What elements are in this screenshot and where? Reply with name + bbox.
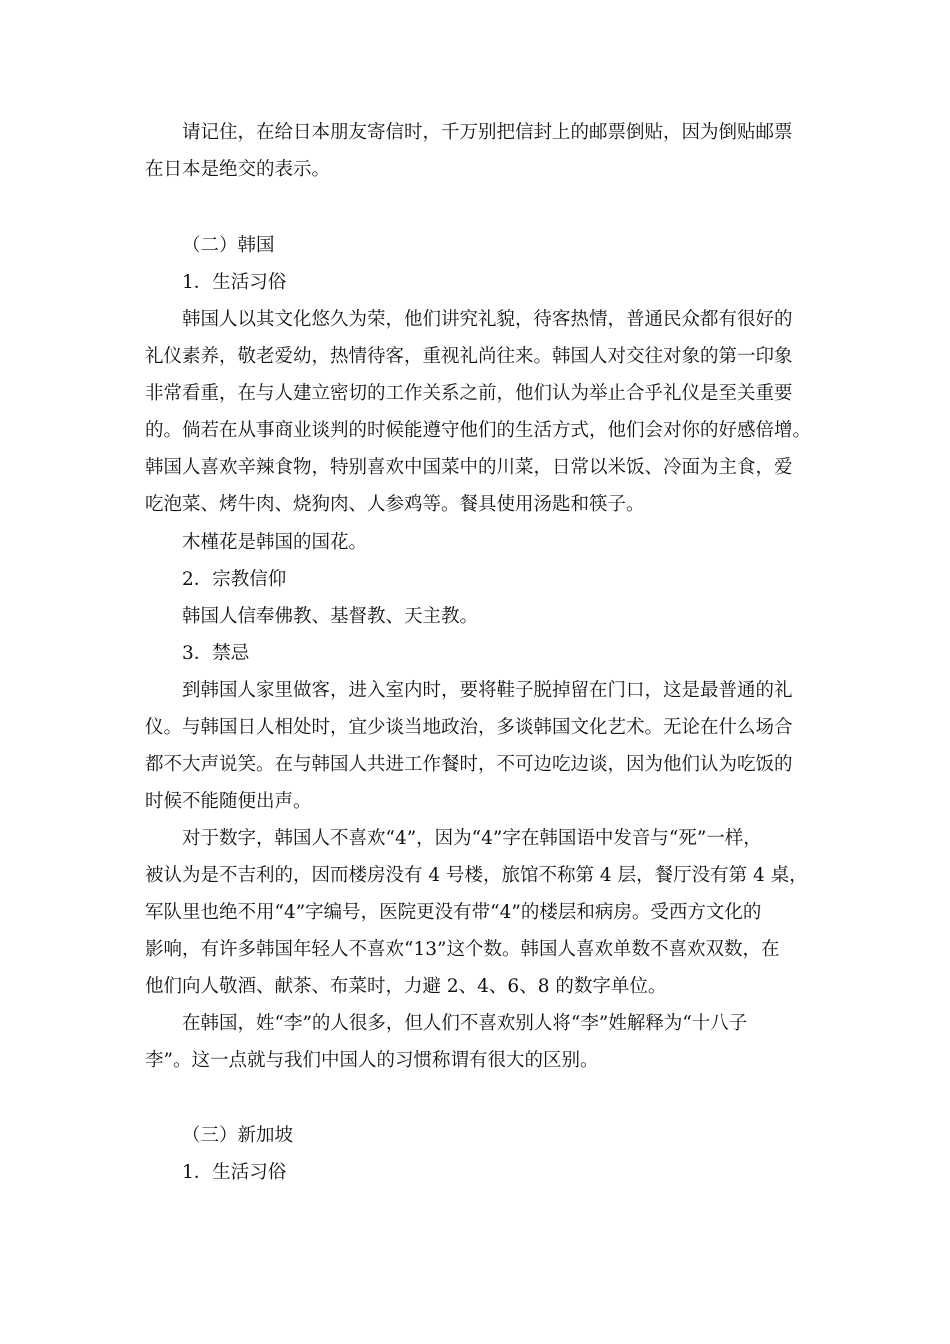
paragraph-line: 韩国人以其文化悠久为荣，他们讲究礼貌，待客热情，普通民众都有很好的: [182, 309, 793, 330]
paragraph-line: 韩国人喜欢辛辣食物，特别喜欢中国菜中的川菜，日常以米饭、冷面为主食，爱: [145, 457, 793, 478]
subheading-life-customs: 1．生活习俗: [182, 272, 287, 293]
section-heading-singapore: （三）新加坡: [182, 1125, 294, 1146]
subheading-religion: 2．宗教信仰: [182, 569, 287, 590]
paragraph-line: 对于数字，韩国人不喜欢“4”，因为“4”字在韩国语中发音与“死”一样，: [182, 828, 762, 849]
subheading-life-customs: 1．生活习俗: [182, 1162, 287, 1183]
paragraph-line: 的。倘若在从事商业谈判的时候能遵守他们的生活方式，他们会对你的好感倍增。: [145, 420, 812, 441]
paragraph-line: 在韩国，姓“李”的人很多，但人们不喜欢别人将“李”姓解释为“十八子: [182, 1013, 748, 1034]
paragraph-line: 军队里也绝不用“4”字编号，医院更没有带“4”的楼层和病房。受西方文化的: [145, 902, 762, 923]
paragraph-line: 韩国人信奉佛教、基督教、天主教。: [182, 606, 479, 627]
paragraph-line: 非常看重，在与人建立密切的工作关系之前，他们认为举止合乎礼仪是至关重要: [145, 383, 793, 404]
paragraph-line: 到韩国人家里做客，进入室内时，要将鞋子脱掉留在门口，这是最普通的礼: [182, 680, 793, 701]
paragraph-line: 被认为是不吉利的，因而楼房没有 4 号楼，旅馆不称第 4 层，餐厅没有第 4 桌，: [145, 865, 808, 886]
paragraph-line: 他们向人敬酒、献茶、布菜时，力避 2、4、6、8 的数字单位。: [145, 976, 667, 997]
paragraph-line: 仪。与韩国日人相处时，宜少谈当地政治，多谈韩国文化艺术。无论在什么场合: [145, 717, 793, 738]
paragraph-line: 李”。这一点就与我们中国人的习惯称谓有很大的区别。: [145, 1050, 599, 1071]
subheading-taboo: 3．禁忌: [182, 643, 250, 664]
section-heading-korea: （二）韩国: [182, 235, 275, 256]
paragraph-line: 请记住，在给日本朋友寄信时，千万别把信封上的邮票倒贴，因为倒贴邮票: [182, 122, 793, 143]
paragraph-line: 吃泡菜、烤牛肉、烧狗肉、人参鸡等。餐具使用汤匙和筷子。: [145, 494, 645, 515]
paragraph-line: 礼仪素养，敬老爱幼，热情待客，重视礼尚往来。韩国人对交往对象的第一印象: [145, 346, 793, 367]
paragraph-line: 在日本是绝交的表示。: [145, 159, 331, 180]
paragraph-line: 都不大声说笑。在与韩国人共进工作餐时，不可边吃边谈，因为他们认为吃饭的: [145, 754, 793, 775]
paragraph-line: 木槿花是韩国的国花。: [182, 532, 368, 553]
paragraph-line: 时候不能随便出声。: [145, 791, 312, 812]
paragraph-line: 影响，有许多韩国年轻人不喜欢“13”这个数。韩国人喜欢单数不喜欢双数，在: [145, 939, 780, 960]
